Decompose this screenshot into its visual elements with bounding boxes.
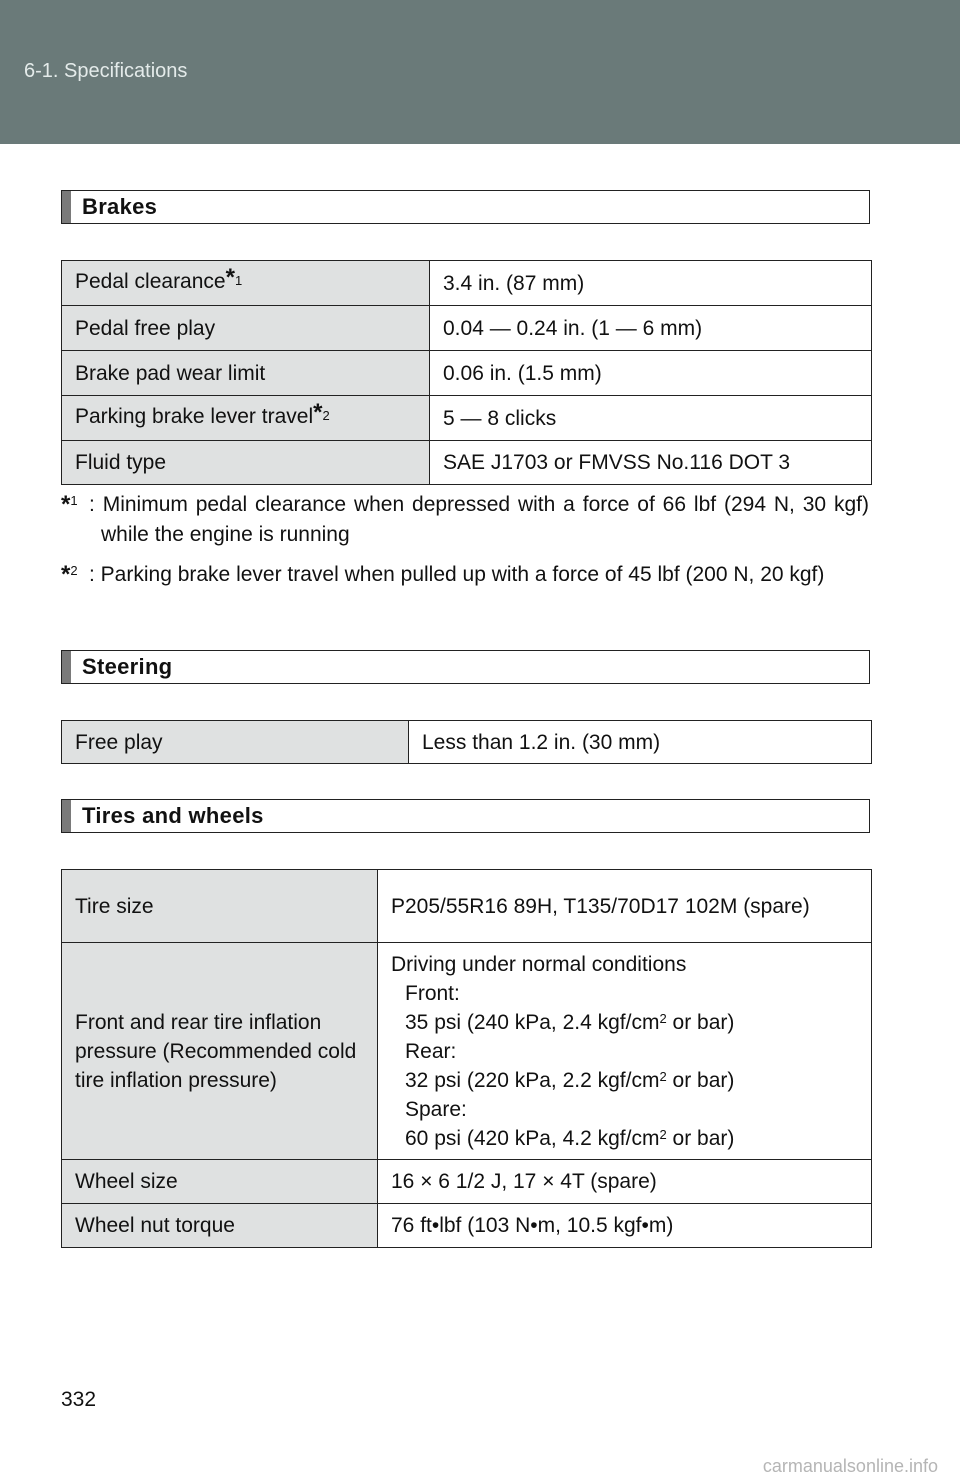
front-value: 35 psi (240 kPa, 2.4 kgf/$cm^2$ or bar) bbox=[405, 1010, 735, 1034]
spec-value: 76 ft•lbf (103 N•m, 10.5 kgf•m) bbox=[378, 1204, 872, 1248]
footnote-2 bbox=[61, 560, 869, 590]
footnote-text: : Parking brake lever travel when pulled up with a force of 45 lbf (200 N, 20 kgf) bbox=[89, 563, 825, 586]
spec-label: Tire size bbox=[62, 870, 378, 943]
watermark: carmanualsonline.info bbox=[762, 1456, 938, 1476]
table-row bbox=[62, 721, 872, 764]
section-title: Steering bbox=[82, 654, 173, 679]
steering-table bbox=[61, 720, 872, 764]
spec-value: P205/55R16 89H, T135/70D17 102M (spare) bbox=[378, 870, 872, 943]
spec-label: Wheel nut torque bbox=[62, 1204, 378, 1248]
spare-label: Spare: bbox=[405, 1097, 467, 1121]
spec-value: Less than 1.2 in. (30 mm) bbox=[409, 721, 872, 764]
brakes-section-header bbox=[61, 190, 870, 224]
spec-value: SAE J1703 or FMVSS No.116 DOT 3 bbox=[430, 441, 872, 485]
spec-value bbox=[378, 943, 872, 1160]
spec-value: 0.06 in. (1.5 mm) bbox=[430, 351, 872, 396]
rear-label: Rear: bbox=[405, 1039, 457, 1063]
front-label: Front: bbox=[405, 981, 460, 1005]
page-number: 332 bbox=[61, 1388, 97, 1411]
table-row bbox=[62, 1204, 872, 1248]
spec-label: Fluid type bbox=[62, 441, 430, 485]
spec-label: Brake pad wear limit bbox=[62, 351, 430, 396]
tires-table bbox=[61, 869, 872, 1248]
footnote-text: : Minimum pedal clearance when depressed with a force of 66 lbf (294 N, 30 kgf) while the engine is running bbox=[89, 493, 869, 546]
section-accent bbox=[62, 800, 71, 832]
steering-section-header bbox=[61, 650, 870, 684]
table-row bbox=[62, 1160, 872, 1204]
spec-value: 3.4 in. (87 mm) bbox=[430, 261, 872, 306]
section-accent bbox=[62, 191, 71, 223]
spec-label: Free play bbox=[62, 721, 409, 764]
page-header bbox=[0, 0, 960, 144]
section-accent bbox=[62, 651, 71, 683]
spec-label: Parking brake lever travel$^{*2}$ bbox=[62, 396, 430, 441]
breadcrumb: 6-1. Specifications bbox=[24, 60, 188, 82]
spec-value: 0.04 — 0.24 in. (1 — 6 mm) bbox=[430, 306, 872, 351]
table-row bbox=[62, 441, 872, 485]
spec-label: Wheel size bbox=[62, 1160, 378, 1204]
spec-value: 16 × 6 1/2 J, 17 × 4T (spare) bbox=[378, 1160, 872, 1204]
table-row bbox=[62, 306, 872, 351]
footnote-1 bbox=[61, 490, 869, 550]
spec-label: Pedal clearance$^{*1}$ bbox=[62, 261, 430, 306]
rear-value: 32 psi (220 kPa, 2.2 kgf/$cm^2$ or bar) bbox=[405, 1068, 735, 1092]
table-row bbox=[62, 396, 872, 441]
spec-label: Pedal free play bbox=[62, 306, 430, 351]
section-title: Brakes bbox=[82, 194, 158, 219]
section-title: Tires and wheels bbox=[82, 803, 264, 828]
spec-value: 5 — 8 clicks bbox=[430, 396, 872, 441]
footnote-mark: *$^2$ bbox=[61, 561, 78, 588]
spec-label: Front and rear tire inflation pressure (Recommended cold tire inflation pressure) bbox=[62, 943, 378, 1160]
table-row bbox=[62, 870, 872, 943]
spare-value: 60 psi (420 kPa, 4.2 kgf/$cm^2$ or bar) bbox=[405, 1126, 735, 1150]
pressure-heading: Driving under normal conditions bbox=[391, 952, 687, 976]
tires-section-header bbox=[61, 799, 870, 833]
table-row bbox=[62, 351, 872, 396]
table-row bbox=[62, 261, 872, 306]
brakes-table bbox=[61, 260, 872, 485]
table-row bbox=[62, 943, 872, 1160]
footnote-mark: *$^1$ bbox=[61, 491, 78, 518]
